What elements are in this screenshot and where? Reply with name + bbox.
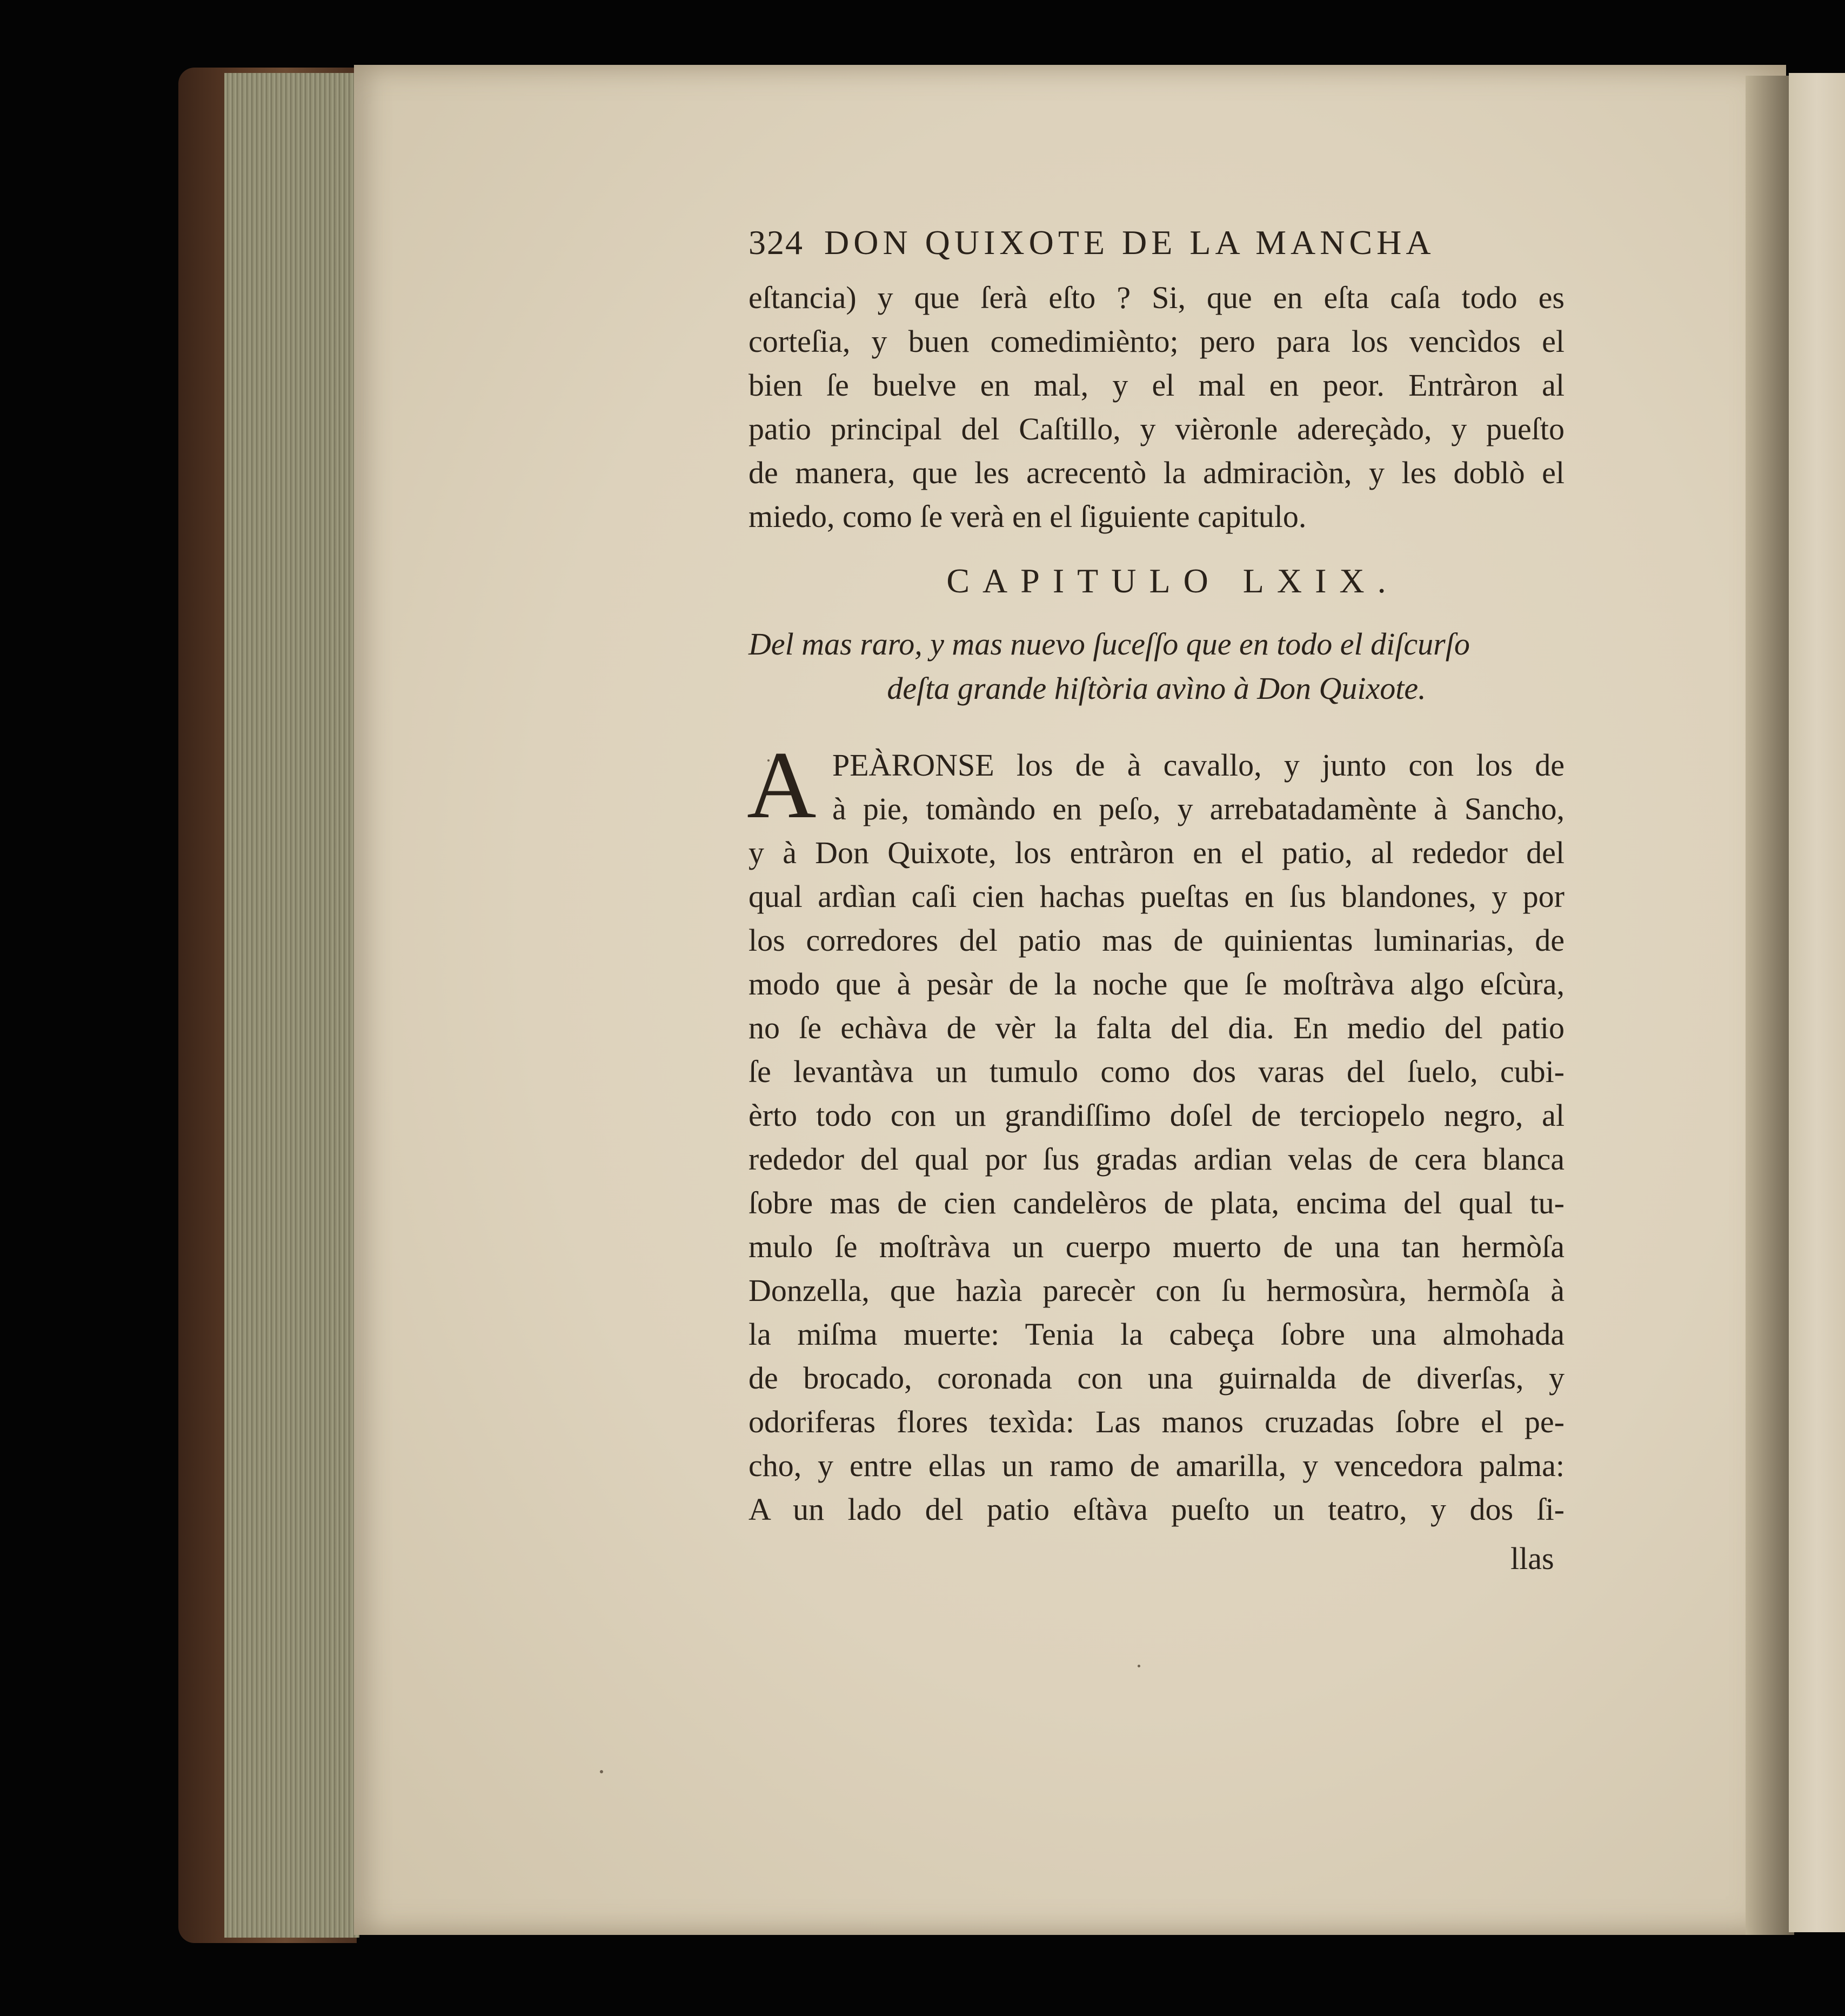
drop-capital: A [747, 731, 817, 838]
text-line: miedo, como ſe verà en el ſiguiente capitulo. [748, 499, 1307, 534]
chapter-title: CAPITULO LXIX. [946, 562, 1399, 600]
text-line: no ſe echàva de vèr la falta del dia. En medio del patio [748, 1010, 1565, 1045]
text-line: Donzella, que hazìa parecèr con ſu hermosùra, hermòſa à [748, 1273, 1565, 1308]
running-head: DON QUIXOTE DE LA MANCHA [824, 223, 1435, 262]
chapter-subtitle-line-2: deſta grande hiſtòria avìno à Don Quixote. [887, 671, 1426, 706]
book-gutter [1746, 76, 1794, 1935]
text-line: cho, y entre ellas un ramo de amarilla, y vencedora palma: [748, 1448, 1565, 1483]
paper-speck [1138, 1665, 1140, 1667]
text-line: y à Don Quixote, los entràron en el patio, al rededor del [748, 835, 1565, 870]
text-line: eſtancia) y que ſerà eſto ? Si, que en eſta caſa todo es [748, 280, 1565, 315]
text-line: de manera, que les acrecentò la admiraciòn, y les doblò el [748, 455, 1565, 490]
text-line: A un lado del patio eſtàva pueſto un teatro, y dos ſi- [748, 1492, 1565, 1527]
text-line: corteſia, y buen comedimiènto; pero para los vencìdos el [748, 324, 1565, 359]
text-line: rededor del qual por ſus gradas ardian velas de cera blanca [748, 1141, 1565, 1177]
text-line: èrto todo con un grandiſſimo doſel de terciopelo negro, al [748, 1098, 1565, 1133]
page-edges [224, 73, 359, 1938]
chapter-subtitle-line-1: Del mas raro, y mas nuevo ſuceſſo que en todo el diſcurſo [748, 626, 1470, 662]
text-line: PEÀRONSE los de à cavallo, y junto con los de [832, 747, 1565, 783]
text-line: mulo ſe moſtràva un cuerpo muerto de una tan hermòſa [748, 1229, 1565, 1264]
page-number: 324 [748, 223, 804, 262]
text-line: odoriferas flores texìda: Las manos cruzadas ſobre el pe- [748, 1404, 1565, 1439]
paragraph-1 [748, 276, 1565, 538]
text-line: à pie, tomàndo en peſo, y arrebatadamènte à Sancho, [832, 791, 1565, 826]
text-line: ſobre mas de cien candelèros de plata, encima del qual tu- [748, 1185, 1565, 1220]
text-line: ſe levantàva un tumulo como dos varas del ſuelo, cubi- [748, 1054, 1565, 1089]
text-line: los corredores del patio mas de quinientas luminarias, de [748, 923, 1565, 958]
text-line: la miſma muerte: Tenia la cabeça ſobre una almohada [748, 1317, 1565, 1352]
page-header [748, 223, 1532, 271]
catchword: llas [1510, 1541, 1554, 1576]
text-line: de brocado, coronada con una guirnalda de diverſas, y [748, 1360, 1565, 1396]
paper-speck [600, 1770, 603, 1773]
text-line: modo que à pesàr de la noche que ſe moſtràva algo eſcùra, [748, 966, 1565, 1002]
text-line: bien ſe buelve en mal, y el mal en peor. Entràron al [748, 368, 1565, 403]
facing-page-edge [1789, 73, 1845, 1932]
text-line: qual ardìan caſi cien hachas pueſtas en ſus blandones, y por [748, 879, 1565, 914]
text-line: patio principal del Caſtillo, y vièronle adereçàdo, y pueſto [748, 411, 1565, 446]
paragraph-2 [747, 731, 1565, 1531]
